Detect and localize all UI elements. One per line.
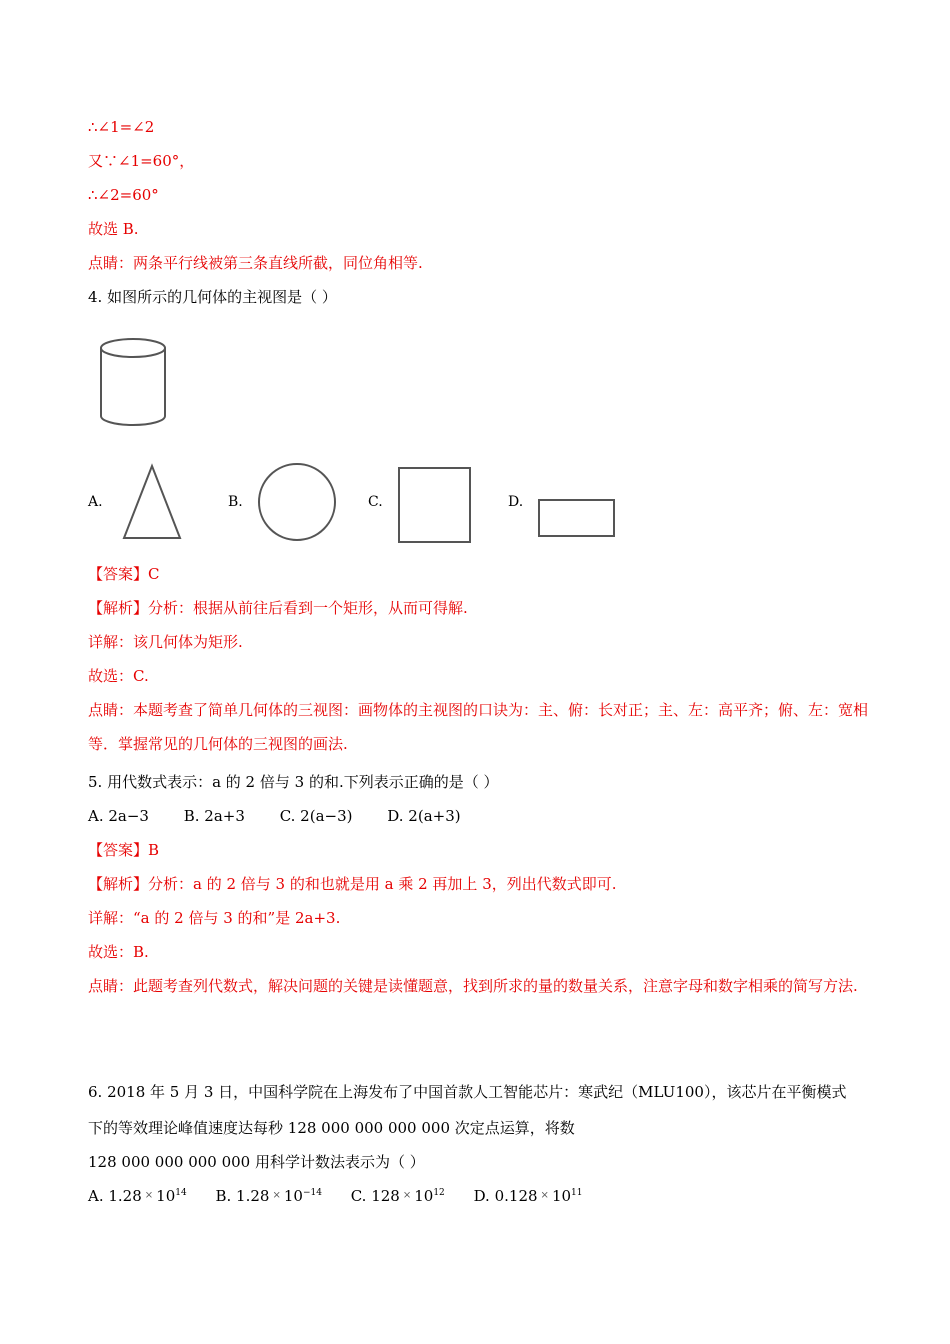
q5-choose: 故选：B.	[88, 943, 149, 961]
q5-option-b: B. 2a+3	[183, 807, 245, 825]
q6-option-b: B. 1.28 × $10^{-14}$	[215, 1187, 322, 1205]
q5-option-a: A. 2a−3	[88, 807, 149, 825]
q4-stem: 4. 如图所示的几何体的主视图是（ ）	[88, 288, 337, 306]
q4-answer: 【答案】C	[88, 565, 160, 583]
q6-stem-line-1: 6. 2018 年 5 月 3 日，中国科学院在上海发布了中国首款人工智能芯片：寒武纪（MLU100），该芯片在平衡模式	[88, 1083, 847, 1101]
q5-options	[88, 805, 491, 827]
q6-options	[88, 1185, 582, 1207]
proof-line-1: ∴∠1=∠2	[88, 118, 155, 136]
q5-detail: 详解：“a 的 2 倍与 3 的和”是 2a+3.	[88, 909, 341, 927]
q4-choose: 故选：C.	[88, 667, 149, 685]
rectangle-option-shape	[538, 499, 616, 539]
triangle-option-shape	[122, 464, 182, 540]
q4-detail: 详解：该几何体为矩形.	[88, 633, 243, 651]
q6-option-a: A. 1.28 × $10^{14}$	[88, 1187, 187, 1205]
q4-option-b-label: B.	[228, 494, 243, 510]
circle-option-shape	[257, 462, 337, 542]
proof-line-4: 故选 B.	[88, 220, 139, 238]
q4-option-c-label: C.	[368, 494, 383, 510]
q5-analysis: 【解析】分析：a 的 2 倍与 3 的和也就是用 a 乘 2 再加上 3，列出代数式即可.	[88, 875, 617, 893]
q4-option-d-label: D.	[508, 494, 524, 510]
proof-line-2: 又∵∠1=60°，	[88, 152, 195, 170]
q4-analysis: 【解析】分析：根据从前往后看到一个矩形，从而可得解.	[88, 599, 468, 617]
proof-line-3: ∴∠2=60°	[88, 186, 159, 204]
q5-answer: 【答案】B	[88, 841, 160, 859]
q5-note: 点睛：此题考查列代数式，解决问题的关键是读懂题意，找到所求的量的数量关系，注意字母和数字相乘的简写方法.	[88, 977, 858, 995]
q5-stem: 5. 用代数式表示：a 的 2 倍与 3 的和.下列表示正确的是（ ）	[88, 773, 499, 791]
q4-option-a-label: A.	[88, 494, 103, 510]
q6-stem-line-3: 128 000 000 000 000 用科学计数法表示为（ ）	[88, 1153, 425, 1171]
q4-note: 点睛：本题考查了简单几何体的三视图：画物体的主视图的口诀为：主、俯：长对正；主、左：高平齐；俯、左：宽相等．掌握常见的几何体的三视图的画法.	[88, 701, 869, 753]
cylinder-figure	[100, 336, 170, 428]
q5-option-d: D. 2(a+3)	[387, 807, 461, 825]
proof-note: 点睛：两条平行线被第三条直线所截，同位角相等.	[88, 254, 423, 272]
q6-option-c: C. 128 × $10^{12}$	[350, 1187, 445, 1205]
square-option-shape	[398, 467, 472, 545]
q5-option-c: C. 2(a−3)	[279, 807, 353, 825]
q6-option-d: D. 0.128 × $10^{11}$	[473, 1187, 583, 1205]
q6-stem-line-2: 下的等效理论峰值速度达每秒 128 000 000 000 000 次定点运算，将数	[88, 1119, 575, 1137]
